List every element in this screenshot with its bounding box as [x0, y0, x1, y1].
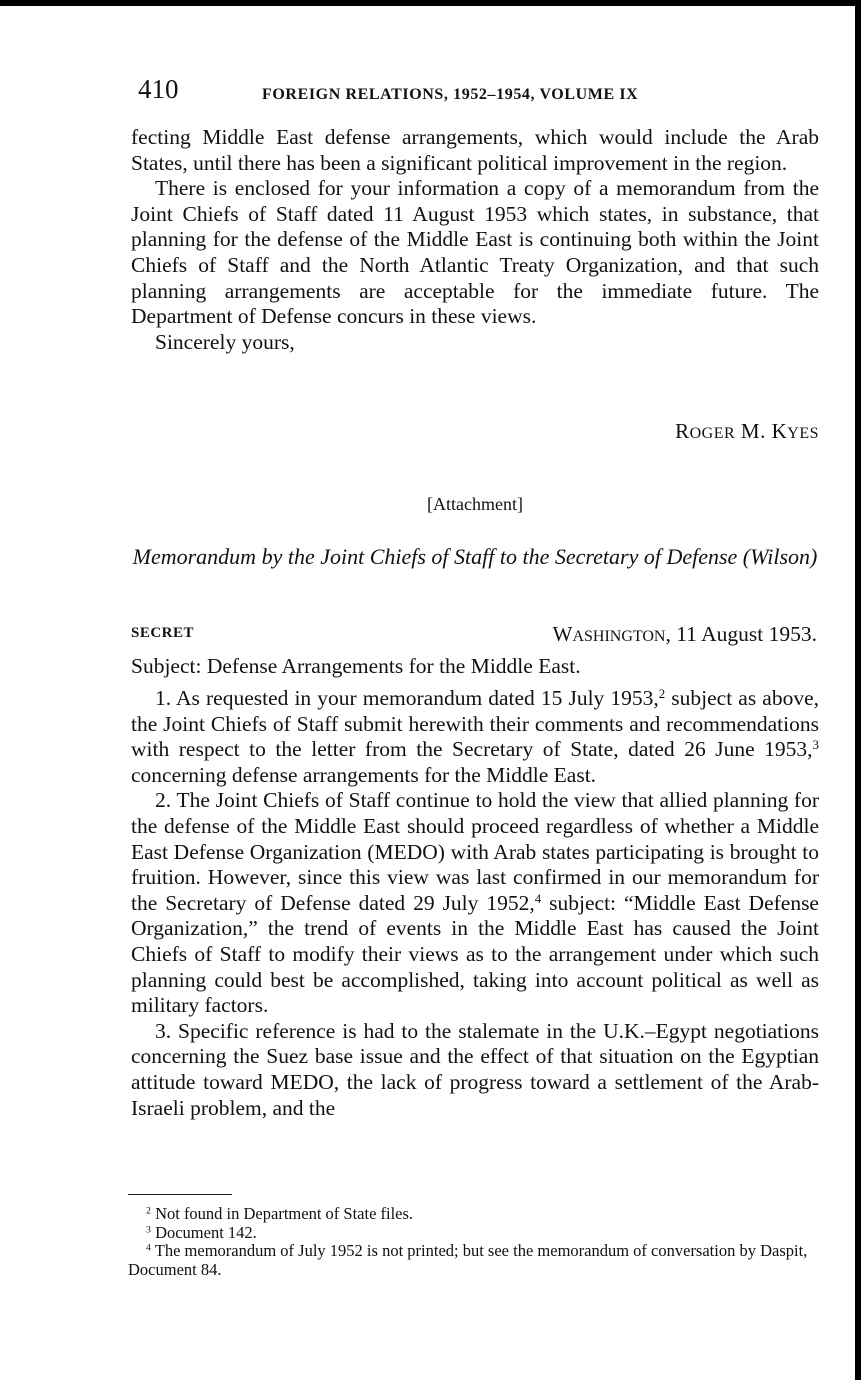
page-number: 410 [138, 74, 179, 104]
signature-first-initial: R [675, 419, 690, 443]
classification-marking: SECRET [131, 625, 195, 641]
footnotes [128, 1205, 816, 1279]
letter-paragraph-2: There is enclosed for your information a copy of a memorandum from the Joint Chiefs of Staff dated 11 August 1953 which states, in substance, that planning for the defense of the Middle East is continuing both within the Joint Chiefs of Staff and the North Atlantic Treaty Organization, and that such planning arrangements are acceptable for the immediate future. The Department of Defense concurs in these views. [131, 176, 819, 329]
signature-last-rest: YES [787, 425, 819, 442]
dateline [553, 622, 817, 647]
footnote-4-text: The memorandum of July 1952 is not printed; but see the memorandum of conversation by Daspit, Document 84. [128, 1241, 808, 1279]
running-head: FOREIGN RELATIONS, 1952–1954, VOLUME IX [262, 86, 639, 103]
letter-paragraph-1: fecting Middle East defense arrangements, which would include the Arab States, until there has been a significant political improvement in the region. [131, 125, 819, 175]
footnote-2-marker: 2 [146, 1205, 151, 1217]
footnote-4 [128, 1242, 816, 1279]
letter-body [131, 125, 819, 355]
signature-last-initial: K [771, 419, 788, 443]
memo-paragraph-1 [131, 686, 819, 788]
footnote-3-text: Document 142. [150, 1222, 257, 1242]
place-initial: W [552, 622, 573, 646]
memo-body [131, 686, 819, 1121]
memo-subject: Subject: Defense Arrangements for the Middle East. [131, 654, 581, 678]
footnote-rule [128, 1194, 232, 1195]
footnote-ref-3: 3 [812, 738, 819, 753]
footnote-ref-4: 4 [534, 891, 542, 906]
signature [675, 419, 819, 444]
signature-first-rest: OGER [689, 425, 736, 442]
place-rest: ASHINGTON [572, 628, 666, 645]
footnote-3 [128, 1224, 816, 1243]
memo-p1-text-b: subject as above, the Joint Chiefs of Staff submit herewith their comments and recommendations with respect to the letter from the Secretary of State, dated 26 June 1953, [131, 686, 819, 762]
memo-paragraph-2 [131, 788, 819, 1018]
memo-p2-text-b: subject: “Middle East Defense Organization,” the trend of events in the Middle East has caused the Joint Chiefs of Staff to modify their views as to the arrangement under which such planning could best be accomplished, taking into account political as well as military factors. [131, 890, 819, 1018]
memo-p1-text-a: 1. As requested in your memorandum dated 15 July 1953, [155, 686, 659, 710]
footnote-2 [128, 1205, 816, 1224]
memo-p2-text-a: 2. The Joint Chiefs of Staff continue to hold the view that allied planning for the defense of the Middle East should proceed regardless of whether a Middle East Defense Organization (MEDO) with Arab states participating is brought to fruition. However, since this view was last confirmed in our memorandum for the Secretary of Defense dated 29 July 1952, [131, 788, 819, 915]
signature-middle: M. [740, 419, 766, 443]
footnote-4-marker: 4 [146, 1242, 151, 1254]
letter-closing: Sincerely yours, [155, 329, 295, 354]
footnote-3-marker: 3 [146, 1224, 151, 1236]
date: , 11 August 1953. [665, 622, 817, 646]
footnote-2-text: Not found in Department of State files. [150, 1204, 414, 1223]
footnote-ref-2: 2 [658, 686, 666, 701]
memo-paragraph-3: 3. Specific reference is had to the stalemate in the U.K.–Egypt negotiations concerning the Suez base issue and the effect of that situation on the Egyptian attitude toward MEDO, the lack of progress toward a settlement of the Arab-Israeli problem, and the [131, 1018, 819, 1120]
memo-title: Memorandum by the Joint Chiefs of Staff to the Secretary of Defense (Wilson) [132, 544, 818, 569]
attachment-label: [Attachment] [427, 494, 523, 514]
memo-p1-text-c: concerning defense arrangements for the Middle East. [131, 762, 597, 787]
